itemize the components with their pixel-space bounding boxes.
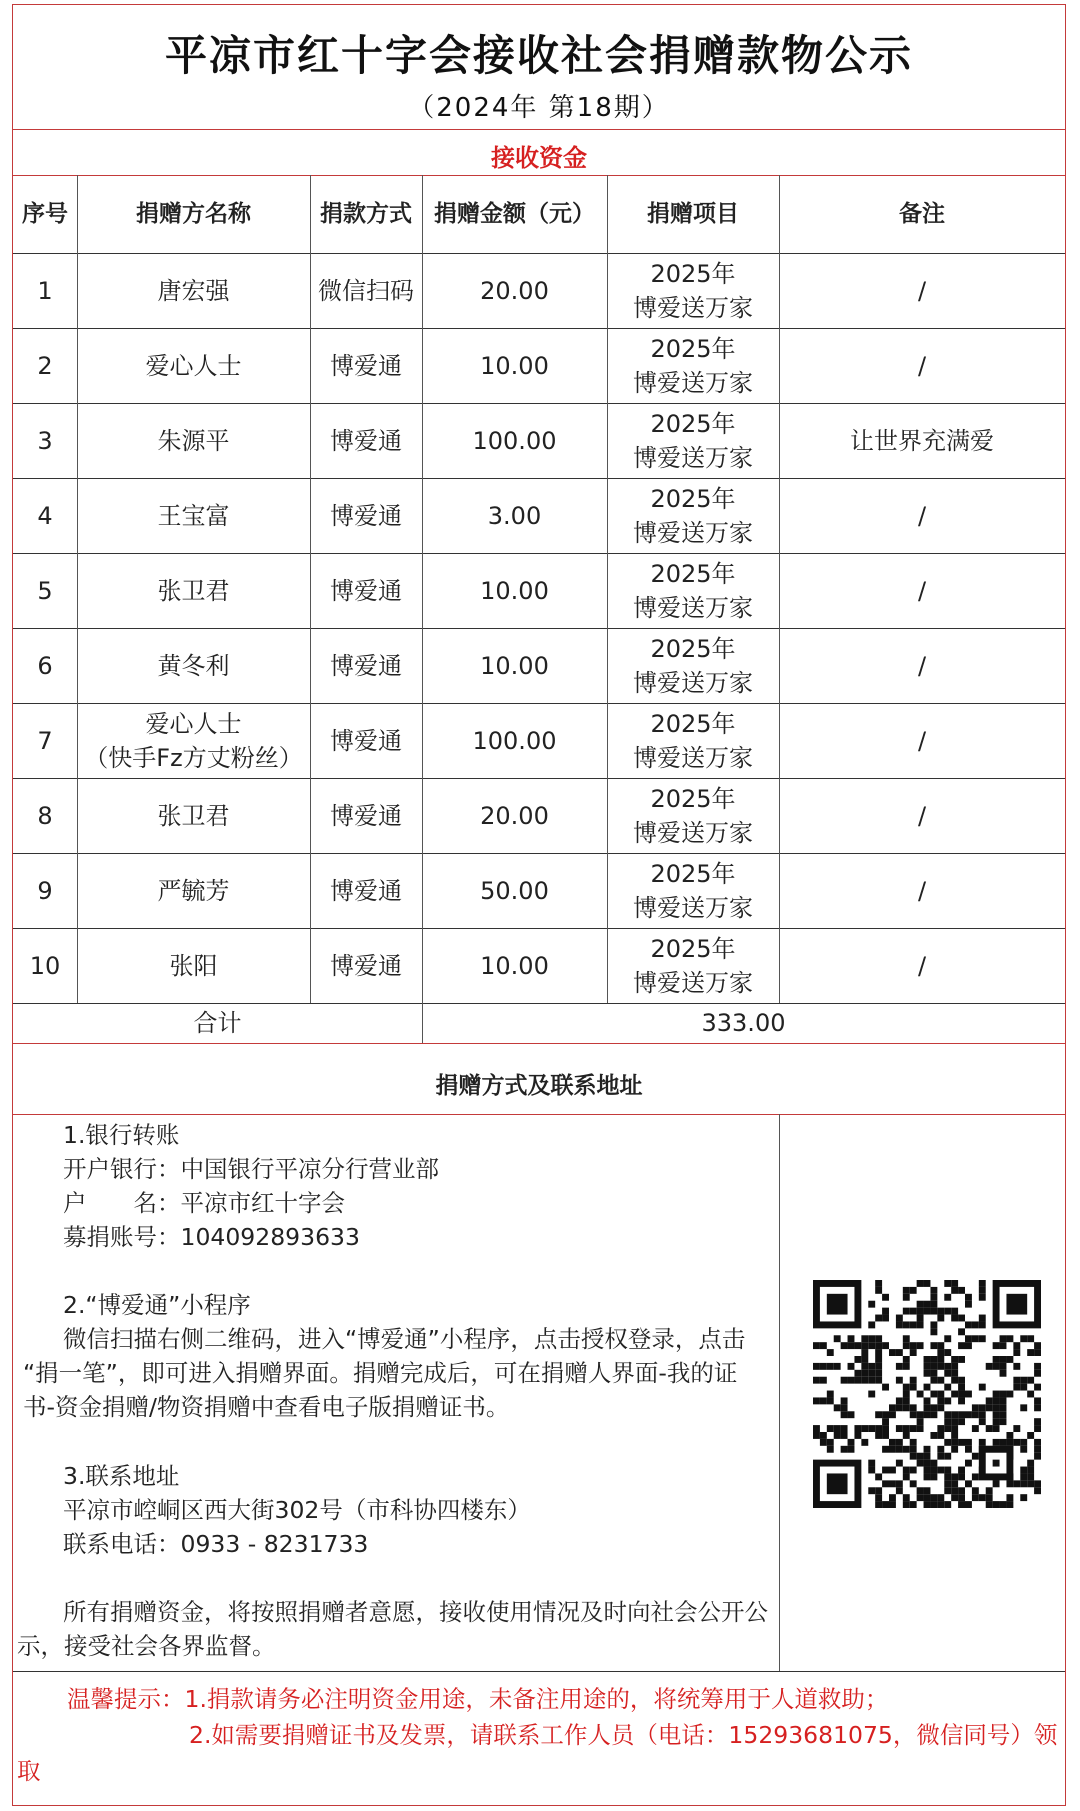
project-name: 博爱送万家 — [633, 293, 753, 322]
donation-method: 博爱通 — [330, 876, 402, 905]
row-number: 5 — [37, 576, 53, 605]
donor-name — [77, 703, 310, 778]
header-remark: 备注 — [899, 201, 945, 227]
row-number: 2 — [37, 351, 53, 380]
header-amount: 捐赠金额（元） — [434, 201, 595, 227]
row-number: 3 — [37, 426, 53, 455]
project-year: 2025年 — [650, 559, 736, 588]
donor-name-line: 爱心人士 — [145, 351, 242, 380]
issue-number: （2024年 第18期） — [408, 93, 670, 123]
project-name: 博爱送万家 — [633, 743, 753, 772]
contact-text — [63, 1459, 768, 1629]
donor-name-line: 王宝富 — [157, 501, 230, 530]
remark: / — [917, 501, 927, 530]
project-year: 2025年 — [650, 484, 736, 513]
donor-name-line: 黄冬利 — [157, 651, 230, 680]
header-method: 捐款方式 — [320, 201, 412, 227]
donation-amount: 50.00 — [480, 876, 549, 905]
miniprogram-line-3: 书-资金捐赠/物资捐赠中查看电子版捐赠证书。 — [23, 1393, 510, 1421]
project-year: 2025年 — [650, 859, 736, 888]
project-year: 2025年 — [650, 709, 736, 738]
remark: / — [917, 276, 927, 305]
donor-name-line: 张卫君 — [157, 801, 230, 830]
row-number: 9 — [37, 876, 53, 905]
donation-methods-text — [63, 1118, 745, 1356]
total-label: 合计 — [193, 1009, 242, 1037]
project-year: 2025年 — [650, 409, 736, 438]
section-title-methods: 捐赠方式及联系地址 — [435, 1072, 643, 1099]
remark: / — [917, 876, 927, 905]
row-number: 8 — [37, 801, 53, 830]
donor-name — [77, 478, 310, 553]
notice-sheet — [12, 4, 1066, 1806]
project-year: 2025年 — [650, 934, 736, 963]
contact-phone: 联系电话：0933 - 8231733 — [63, 1530, 369, 1558]
header-project: 捐赠项目 — [647, 201, 739, 227]
donation-method: 博爱通 — [330, 351, 402, 380]
project-year: 2025年 — [650, 634, 736, 663]
donation-amount: 20.00 — [480, 801, 549, 830]
donor-name-line-2: （快手Fz方丈粉丝） — [84, 743, 303, 772]
row-number: 6 — [37, 651, 53, 680]
page-title: 平凉市红十字会接收社会捐赠款物公示 — [164, 31, 913, 80]
donation-amount: 10.00 — [480, 651, 549, 680]
tip-line-3: 取 — [17, 1757, 41, 1785]
remark: / — [917, 651, 927, 680]
donor-name — [77, 928, 310, 1003]
row-number: 10 — [29, 951, 61, 980]
donation-project — [607, 553, 779, 628]
total-amount: 333.00 — [701, 1009, 786, 1037]
section-title-funds: 接收资金 — [491, 143, 587, 172]
project-name: 博爱送万家 — [633, 518, 753, 547]
project-name: 博爱送万家 — [633, 668, 753, 697]
project-name: 博爱送万家 — [633, 893, 753, 922]
donation-method: 博爱通 — [330, 651, 402, 680]
warm-tips — [17, 1681, 1059, 1789]
remark: / — [917, 351, 927, 380]
tip-line-1: 温馨提示：1.捐款请务必注明资金用途，未备注用途的，将统筹用于人道救助； — [67, 1685, 889, 1713]
miniprogram-text — [23, 1356, 737, 1424]
donor-name-line: 张阳 — [169, 951, 218, 980]
donation-method: 博爱通 — [330, 426, 402, 455]
donation-method: 博爱通 — [330, 951, 402, 980]
header-donor: 捐赠方名称 — [136, 201, 251, 227]
miniprogram-line-1: 微信扫描右侧二维码，进入“博爱通”小程序，点击授权登录，点击 — [63, 1325, 746, 1353]
disclosure-line-1: 所有捐赠资金，将按照捐赠者意愿，接收使用情况及时向社会公开公 — [63, 1598, 768, 1626]
bank-name-line: 开户银行：中国银行平凉分行营业部 — [63, 1155, 439, 1183]
remark: / — [917, 801, 927, 830]
donation-project — [607, 253, 779, 328]
bank-heading: 1.银行转账 — [63, 1121, 180, 1149]
donor-name-line: 张卫君 — [157, 576, 230, 605]
donation-amount: 10.00 — [480, 951, 549, 980]
project-name: 博爱送万家 — [633, 368, 753, 397]
project-year: 2025年 — [650, 784, 736, 813]
donation-amount: 100.00 — [472, 726, 557, 755]
remark: / — [917, 951, 927, 980]
donation-amount: 20.00 — [480, 276, 549, 305]
donor-name — [77, 553, 310, 628]
donor-name-line: 朱源平 — [157, 426, 230, 455]
remark: 让世界充满爱 — [850, 426, 994, 455]
donor-name — [77, 778, 310, 853]
donor-name-line: 严毓芳 — [157, 876, 230, 905]
donation-amount: 10.00 — [480, 576, 549, 605]
project-name: 博爱送万家 — [633, 968, 753, 997]
disclosure-text — [17, 1629, 276, 1663]
donor-name — [77, 853, 310, 928]
contact-address: 平凉市崆峒区西大街302号（市科协四楼东） — [63, 1496, 531, 1524]
donation-method: 博爱通 — [330, 726, 402, 755]
donor-name — [77, 253, 310, 328]
donation-project — [607, 703, 779, 778]
row-number: 7 — [37, 726, 53, 755]
donation-project — [607, 778, 779, 853]
miniprogram-heading: 2.“博爱通”小程序 — [63, 1291, 251, 1319]
donation-project — [607, 928, 779, 1003]
donation-project — [607, 403, 779, 478]
project-year: 2025年 — [650, 334, 736, 363]
donation-project — [607, 478, 779, 553]
account-number-line: 募捐账号：104092893633 — [63, 1223, 360, 1251]
project-name: 博爱送万家 — [633, 443, 753, 472]
project-year: 2025年 — [650, 259, 736, 288]
donation-method: 博爱通 — [330, 501, 402, 530]
donation-project — [607, 853, 779, 928]
donor-name — [77, 628, 310, 703]
qr-code-icon[interactable] — [813, 1280, 1041, 1508]
donation-amount: 100.00 — [472, 426, 557, 455]
remark: / — [917, 576, 927, 605]
donor-name — [77, 328, 310, 403]
tip-line-2: 2.如需要捐赠证书及发票，请联系工作人员（电话：15293681075，微信同号）领 — [189, 1721, 1058, 1749]
donation-project — [607, 628, 779, 703]
miniprogram-line-2: “捐一笔”，即可进入捐赠界面。捐赠完成后，可在捐赠人界面-我的证 — [23, 1359, 738, 1387]
contact-heading: 3.联系地址 — [63, 1462, 180, 1490]
disclosure-line-2: 示，接受社会各界监督。 — [17, 1632, 276, 1660]
donation-amount: 3.00 — [487, 501, 542, 530]
account-name-line: 户 名：平凉市红十字会 — [63, 1189, 345, 1217]
donor-name — [77, 403, 310, 478]
project-name: 博爱送万家 — [633, 593, 753, 622]
donation-method: 微信扫码 — [318, 276, 414, 305]
remark: / — [917, 726, 927, 755]
project-name: 博爱送万家 — [633, 818, 753, 847]
donor-name-line: 爱心人士 — [145, 709, 242, 738]
row-number: 1 — [37, 276, 53, 305]
donation-project — [607, 328, 779, 403]
header-no: 序号 — [22, 201, 68, 227]
donation-amount: 10.00 — [480, 351, 549, 380]
donation-method: 博爱通 — [330, 576, 402, 605]
donation-method: 博爱通 — [330, 801, 402, 830]
donor-name-line: 唐宏强 — [157, 276, 230, 305]
row-number: 4 — [37, 501, 53, 530]
